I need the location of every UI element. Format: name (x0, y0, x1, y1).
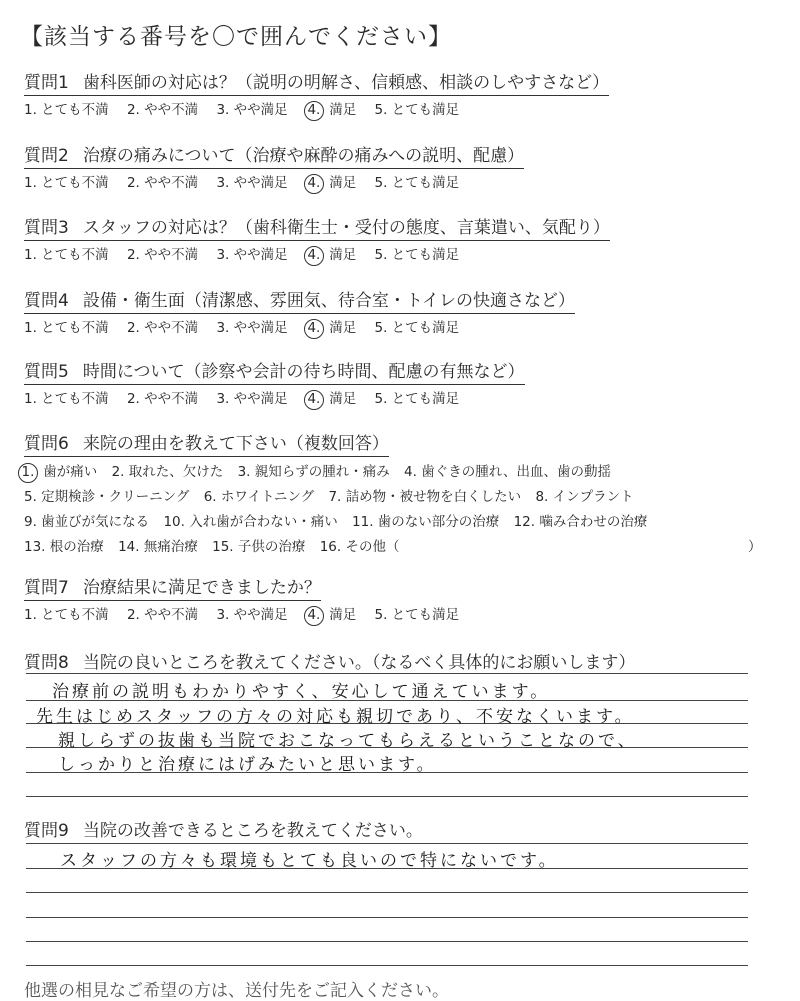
ruled-line (26, 941, 748, 942)
reason-row (21, 460, 657, 485)
question-title (24, 357, 525, 385)
reason-option[interactable]: 7. 詰め物・被せ物を白くしたい (328, 489, 522, 505)
question-4 (24, 286, 575, 339)
question-number: 質問7 (24, 578, 69, 598)
reason-option[interactable]: 2. 取れた、欠けた (111, 464, 224, 480)
question-number: 質問1 (24, 73, 69, 93)
circled-number: 4. (304, 606, 324, 626)
reason-option-1-selected[interactable]: 1. 歯が痛い (20, 460, 97, 485)
question-number: 質問5 (24, 362, 69, 382)
question-number: 質問9 (24, 821, 69, 841)
question-6 (21, 429, 762, 560)
question-text: 治療結果に満足できましたか？ (82, 578, 321, 598)
question-text: 当院の改善できるところを教えてください。 (82, 821, 423, 841)
question-5 (24, 357, 525, 410)
option-1[interactable]: 1. とても不満 (24, 247, 109, 263)
option-4-selected[interactable]: 4. 満足 (306, 603, 356, 626)
reason-option[interactable]: 9. 歯並びが気になる (24, 514, 150, 530)
reason-option[interactable]: 12. 噛み合わせの治療 (513, 514, 648, 530)
reason-option[interactable]: 6. ホワイトニング (203, 489, 315, 505)
reason-option[interactable]: 15. 子供の治療 (212, 539, 306, 555)
option-5[interactable]: 5. とても満足 (374, 247, 460, 263)
other-close-paren: ） (748, 539, 762, 555)
rating-options (24, 243, 610, 266)
circled-number: 4. (304, 319, 324, 339)
reason-options (21, 460, 762, 560)
reason-option[interactable]: 14. 無痛治療 (118, 539, 198, 555)
question-title (24, 213, 610, 241)
question-number: 質問4 (24, 291, 69, 311)
reason-row (24, 535, 762, 560)
question-3 (24, 213, 610, 266)
question-title (24, 68, 609, 96)
option-3[interactable]: 3. やや満足 (216, 320, 288, 336)
reason-option[interactable]: 8. インプラント (535, 489, 634, 505)
question-text: 治療の痛みについて（治療や麻酔の痛みへの説明、配慮） (82, 146, 525, 166)
reason-option[interactable]: 13. 根の治療 (24, 539, 104, 555)
option-4-selected[interactable]: 4. 満足 (306, 316, 356, 339)
handwritten-answer: 親しらずの抜歯も当院でおこなってもらえるということなので、 (58, 731, 638, 751)
handwritten-answer: しっかりと治療にはげみたいと思います。 (58, 755, 437, 775)
rating-options (24, 171, 524, 194)
ruled-line (26, 843, 748, 844)
option-1[interactable]: 1. とても不満 (24, 320, 109, 336)
ruled-line (26, 965, 748, 966)
option-3[interactable]: 3. やや満足 (216, 247, 288, 263)
ruled-line (26, 917, 748, 918)
circled-number: 4. (304, 101, 324, 121)
handwritten-answer: 先生はじめスタッフの方々の対応も親切であり、不安なくいます。 (36, 707, 635, 727)
question-title (24, 286, 575, 314)
question-7 (24, 573, 473, 626)
question-title (24, 141, 524, 169)
option-1[interactable]: 1. とても不満 (24, 175, 109, 191)
option-4-selected[interactable]: 4. 満足 (306, 171, 356, 194)
reason-option[interactable]: 10. 入れ歯が合わない・痛い (163, 514, 338, 530)
option-3[interactable]: 3. やや満足 (216, 175, 288, 191)
question-number: 質問8 (24, 653, 69, 673)
question-9 (24, 816, 423, 841)
question-text: スタッフの対応は？（歯科衛生士・受付の態度、言葉遣い、気配り） (82, 218, 610, 238)
option-3[interactable]: 3. やや満足 (216, 391, 288, 407)
ruled-line (26, 892, 748, 893)
question-number: 質問6 (24, 434, 69, 454)
question-title (24, 429, 389, 457)
question-title (24, 648, 635, 673)
option-5[interactable]: 5. とても満足 (374, 607, 460, 623)
rating-options (24, 603, 473, 626)
option-4-selected[interactable]: 4. 満足 (306, 98, 356, 121)
reason-option[interactable]: 11. 歯のない部分の治療 (352, 514, 500, 530)
option-3[interactable]: 3. やや満足 (216, 607, 288, 623)
reason-option[interactable]: 5. 定期検診・クリーニング (24, 489, 190, 505)
option-1[interactable]: 1. とても不満 (24, 607, 109, 623)
question-text: 歯科医師の対応は？（説明の明解さ、信頼感、相談のしやすさなど） (82, 73, 610, 93)
rating-options (24, 316, 575, 339)
option-1[interactable]: 1. とても不満 (24, 391, 109, 407)
option-2[interactable]: 2. やや不満 (126, 607, 199, 623)
reason-option[interactable]: 3. 親知らずの腫れ・痛み (237, 464, 390, 480)
question-number: 質問2 (24, 146, 69, 166)
option-5[interactable]: 5. とても満足 (374, 102, 460, 118)
reason-option-other[interactable]: 16. その他（ (319, 539, 400, 555)
question-text: 来院の理由を教えて下さい（複数回答） (82, 434, 389, 454)
option-4-selected[interactable]: 4. 満足 (306, 243, 356, 266)
question-title (24, 816, 423, 841)
question-text: 設備・衛生面（清潔感、雰囲気、待合室・トイレの快適さなど） (82, 291, 575, 311)
page-title: 【該当する番号を〇で囲んでください】 (20, 24, 452, 50)
option-2[interactable]: 2. やや不満 (126, 247, 199, 263)
question-8 (24, 648, 635, 673)
rating-options (24, 387, 525, 410)
ruled-line (26, 796, 748, 797)
question-1 (24, 68, 609, 121)
reason-option[interactable]: 4. 歯ぐきの腫れ、出血、歯の動揺 (404, 464, 612, 480)
option-2[interactable]: 2. やや不満 (126, 102, 199, 118)
option-5[interactable]: 5. とても満足 (374, 175, 460, 191)
question-text: 当院の良いところを教えてください。（なるべく具体的にお願いします） (82, 653, 636, 673)
option-2[interactable]: 2. やや不満 (126, 391, 199, 407)
option-3[interactable]: 3. やや満足 (216, 102, 288, 118)
ruled-line (26, 673, 748, 674)
question-number: 質問3 (24, 218, 69, 238)
rating-options (24, 98, 609, 121)
option-2[interactable]: 2. やや不満 (126, 320, 199, 336)
question-title (24, 573, 321, 601)
option-5[interactable]: 5. とても満足 (374, 320, 460, 336)
footer-note: 他選の相見なご希望の方は、送付先をご記入ください。 (24, 981, 449, 1001)
reason-row (24, 510, 657, 535)
handwritten-answer: 治療前の説明もわかりやすく、安心して通えています。 (52, 682, 551, 702)
circled-number: 1. (18, 463, 38, 483)
question-2 (24, 141, 524, 194)
circled-number: 4. (304, 174, 324, 194)
reason-row (24, 485, 657, 510)
option-1[interactable]: 1. とても不満 (24, 102, 109, 118)
option-5[interactable]: 5. とても満足 (374, 391, 460, 407)
circled-number: 4. (304, 390, 324, 410)
option-2[interactable]: 2. やや不満 (126, 175, 199, 191)
option-4-selected[interactable]: 4. 満足 (306, 387, 356, 410)
handwritten-answer: スタッフの方々も環境もとても良いので特にないです。 (60, 851, 559, 871)
circled-number: 4. (304, 246, 324, 266)
question-text: 時間について（診察や会計の待ち時間、配慮の有無など） (82, 362, 525, 382)
